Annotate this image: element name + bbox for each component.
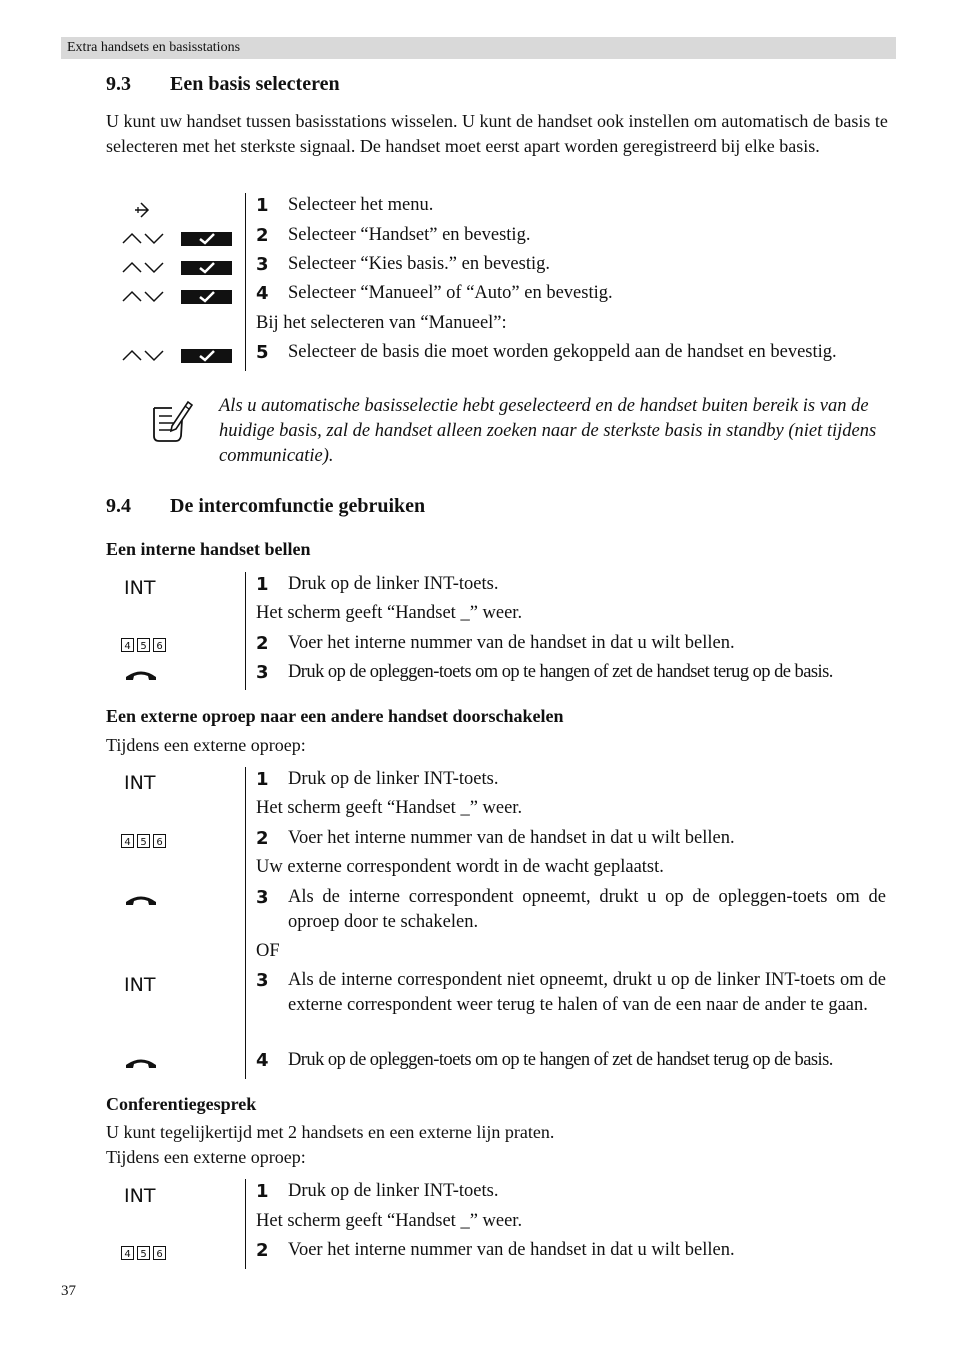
step-note: Uw externe correspondent wordt in de wacht geplaatst. — [256, 857, 664, 877]
header-title: Extra handsets en basisstations — [67, 40, 241, 55]
ok-check-icon — [181, 349, 232, 363]
int-key-icon: INT — [124, 1185, 156, 1207]
int-key-icon: INT — [124, 974, 156, 996]
int-key-icon: INT — [124, 772, 156, 794]
subsection-intro: Tijdens een externe oproep: — [106, 1147, 306, 1167]
step-divider — [245, 572, 246, 690]
or-label: OF — [256, 941, 280, 961]
menu-icon — [133, 201, 151, 219]
svg-text:6: 6 — [156, 837, 163, 848]
subsection-heading: Een externe oproep naar een andere handset doorschakelen — [106, 706, 564, 726]
section-title: De intercomfunctie gebruiken — [170, 495, 426, 517]
up-down-arrows-icon — [121, 348, 165, 362]
section-title: Een basis selecteren — [170, 73, 340, 95]
step-note: Het scherm geeft “Handset _” weer. — [256, 603, 523, 623]
section-number: 9.4 — [106, 495, 131, 517]
ok-check-icon — [181, 290, 232, 304]
subsection-intro: U kunt tegelijkertijd met 2 handsets en een externe lijn praten. — [106, 1122, 555, 1142]
subsection-heading: Een interne handset bellen — [106, 539, 311, 559]
hangup-icon — [124, 668, 158, 682]
svg-text:6: 6 — [156, 1249, 163, 1260]
ok-check-icon — [181, 261, 232, 275]
hangup-icon — [124, 893, 158, 907]
int-key-icon: INT — [124, 577, 156, 599]
subsection-intro: Tijdens een externe oproep: — [106, 735, 306, 755]
section-9-3-intro: U kunt uw handset tussen basisstations wisselen. U kunt de handset ook instellen om automatisch de basis te selecteren met het sterkste signaal. De handset moet eerst apart worden geregistreerd bij elke basis. — [106, 111, 888, 156]
keypad-456-icon — [121, 834, 167, 849]
step-divider — [245, 767, 246, 1079]
step-note: Het scherm geeft “Handset _” weer. — [256, 1211, 523, 1231]
subsection-heading: Conferentiegesprek — [106, 1094, 257, 1114]
svg-text:5: 5 — [140, 641, 147, 652]
up-down-arrows-icon — [121, 231, 165, 245]
keypad-456-icon — [121, 1246, 167, 1261]
section-9-3-heading — [106, 73, 340, 96]
up-down-arrows-icon — [121, 289, 165, 303]
up-down-arrows-icon — [121, 260, 165, 274]
svg-text:5: 5 — [140, 1249, 147, 1260]
step-divider — [245, 1179, 246, 1269]
page-number: 37 — [61, 1283, 76, 1299]
svg-text:4: 4 — [124, 837, 131, 848]
step-divider — [245, 193, 246, 371]
section-9-4-heading — [106, 495, 425, 518]
pencil-note-icon — [150, 398, 194, 444]
info-note: Als u automatische basisselectie hebt geselecteerd en de handset buiten bereik is van de huidige basis, zal de handset alleen zoeken naar de sterkste basis in standby (niet tijdens communicatie). — [219, 396, 877, 466]
ok-check-icon — [181, 232, 232, 246]
svg-text:5: 5 — [140, 837, 147, 848]
step-note: Bij het selecteren van “Manueel”: — [256, 313, 507, 333]
keypad-456-icon — [121, 638, 167, 653]
section-number: 9.3 — [106, 73, 131, 95]
svg-text:4: 4 — [124, 1249, 131, 1260]
hangup-icon — [124, 1056, 158, 1070]
step-note: Het scherm geeft “Handset _” weer. — [256, 798, 523, 818]
svg-text:4: 4 — [124, 641, 131, 652]
svg-text:6: 6 — [156, 641, 163, 652]
header-bar — [61, 37, 896, 59]
